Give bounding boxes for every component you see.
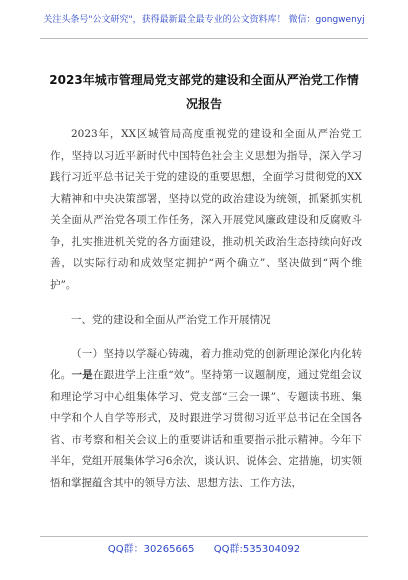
title-line-2: 况报告: [185, 97, 222, 111]
footer-divider: [40, 536, 368, 537]
document-title: [44, 68, 364, 116]
document-body: [50, 124, 362, 494]
section-heading: 一、党的建设和全面从严治党工作开展情况: [71, 314, 271, 326]
header-banner: 关注头条号"公文研究"，获得最新最全最专业的公文资料库！ 微信：gongwenyj: [43, 15, 365, 25]
footer-qq-2: QQ群:535304092: [213, 544, 301, 555]
subsection-paragraph: [50, 344, 362, 495]
intro-paragraph: 2023年，XX区城管局高度重视党的建设和全面从严治党工作，坚持以习近平新时代中国特色社会主义思想为指导，深入学习践行习近平总书记关于党的建设的重要思想，全面学习贯彻党的XX大精神和中央决策部署，坚持以党的政治建设为统领，抓紧抓实机关全面从严治党各项工作任务，深入开展党风廉政建设和反腐败斗争，扎实推进机关党的各方面建设，推动机关政治生态持续向好改善，以实际行动和成效坚定拥护“两个确立”、坚决做到“两个维护”。: [50, 128, 362, 291]
footer-qq-1: QQ群：30265665: [107, 544, 195, 555]
subsection-body: 在跟进学上注重“效”。坚持第一议题制度，通过党组会议和理论学习中心组集体学习、党支部“三会一课”、专题读书班、集中学和个人自学等形式，及时跟进学习贯彻习近平总书记在全国各省、市考察和相关会议上的重要讲话和重要指示批示精神。今年下半年，党组开展集体学习6余次，谈认识、说体会、定措施，切实领悟和掌握蕴含其中的领导方法、思想方法、工作方法，: [50, 369, 362, 489]
header-divider: [40, 38, 368, 39]
subsection-intro: （一）坚持以学凝心铸魂，着力推动党的创新理论深化内化转化。: [50, 347, 362, 381]
title-line-1: 2023年城市管理局党支部党的建设和全面从严治党工作情: [49, 73, 359, 87]
footer: [0, 540, 408, 555]
subsection-lead: 一是: [71, 369, 93, 381]
